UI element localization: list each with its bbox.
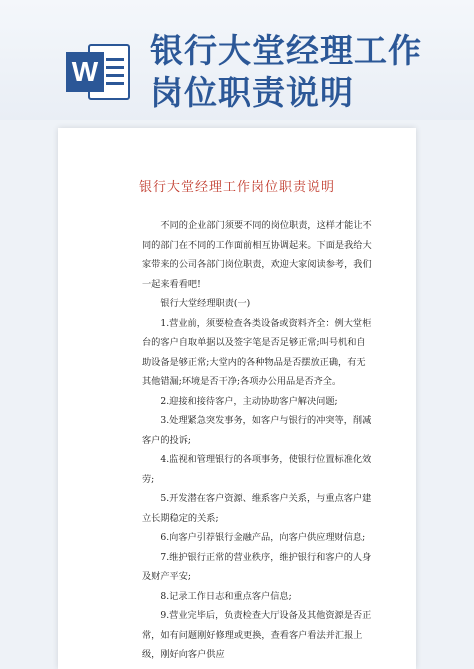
document-page xyxy=(58,128,416,669)
document-body xyxy=(142,216,374,665)
banner-title-line2: 岗位职责说明 xyxy=(150,73,354,112)
duty-item-1: 1.营业前，须要检查各类设备或资料齐全：例大堂柜台的客户自取单据以及签字笔是否足够正常;叫号机和自助设备是够正常;大堂内的各种物品是否摆放正确，有无其他错漏;环境是否干净;各项办公用品是否齐全。 xyxy=(142,317,372,387)
document-title: 银行大堂经理工作岗位职责说明 xyxy=(138,180,335,195)
section-heading: 银行大堂经理职责(一) xyxy=(160,298,251,309)
duty-item-6: 6.向客户引荐银行金融产品，向客户供应理财信息; xyxy=(160,532,366,543)
banner-title-line1: 银行大堂经理工作 xyxy=(150,31,422,70)
doc-line xyxy=(106,58,124,61)
duty-item-3: 3.处理紧急突发事务，如客户与银行的冲突等，削减客户的投诉; xyxy=(142,415,372,446)
doc-line xyxy=(106,74,124,77)
intro-paragraph: 不同的企业部门须要不同的岗位职责，这样才能让不同的部门在不同的工作面前相互协调起来。下面是我给大家带来的公司各部门岗位职责，欢迎大家阅读参考，我们一起来看看吧! xyxy=(142,220,372,290)
duty-item-7: 7.维护银行正常的营业秩序，维护银行和客户的人身及财产平安; xyxy=(142,551,372,582)
word-document-icon xyxy=(66,42,132,104)
doc-line xyxy=(106,82,124,85)
duty-item-2: 2.迎接和接待客户，主动协助客户解决问题; xyxy=(160,395,338,407)
banner-title xyxy=(150,30,465,114)
doc-line xyxy=(106,66,124,69)
duty-item-4: 4.监视和管理银行的各项事务，使银行位置标准化效劳; xyxy=(142,454,372,485)
duty-item-5: 5.开发潜在客户资源、维系客户关系，与重点客户建立长期稳定的关系; xyxy=(142,493,372,524)
banner xyxy=(0,0,474,120)
duty-item-9: 9.营业完毕后，负责检查大厅设备及其他资源是否正常，如有问题刚好修理或更换，查看客户看法并汇报上级，刚好向客户供应 xyxy=(142,610,372,660)
duty-item-8: 8.记录工作日志和重点客户信息; xyxy=(160,590,292,602)
word-logo-letter: W xyxy=(66,52,104,92)
